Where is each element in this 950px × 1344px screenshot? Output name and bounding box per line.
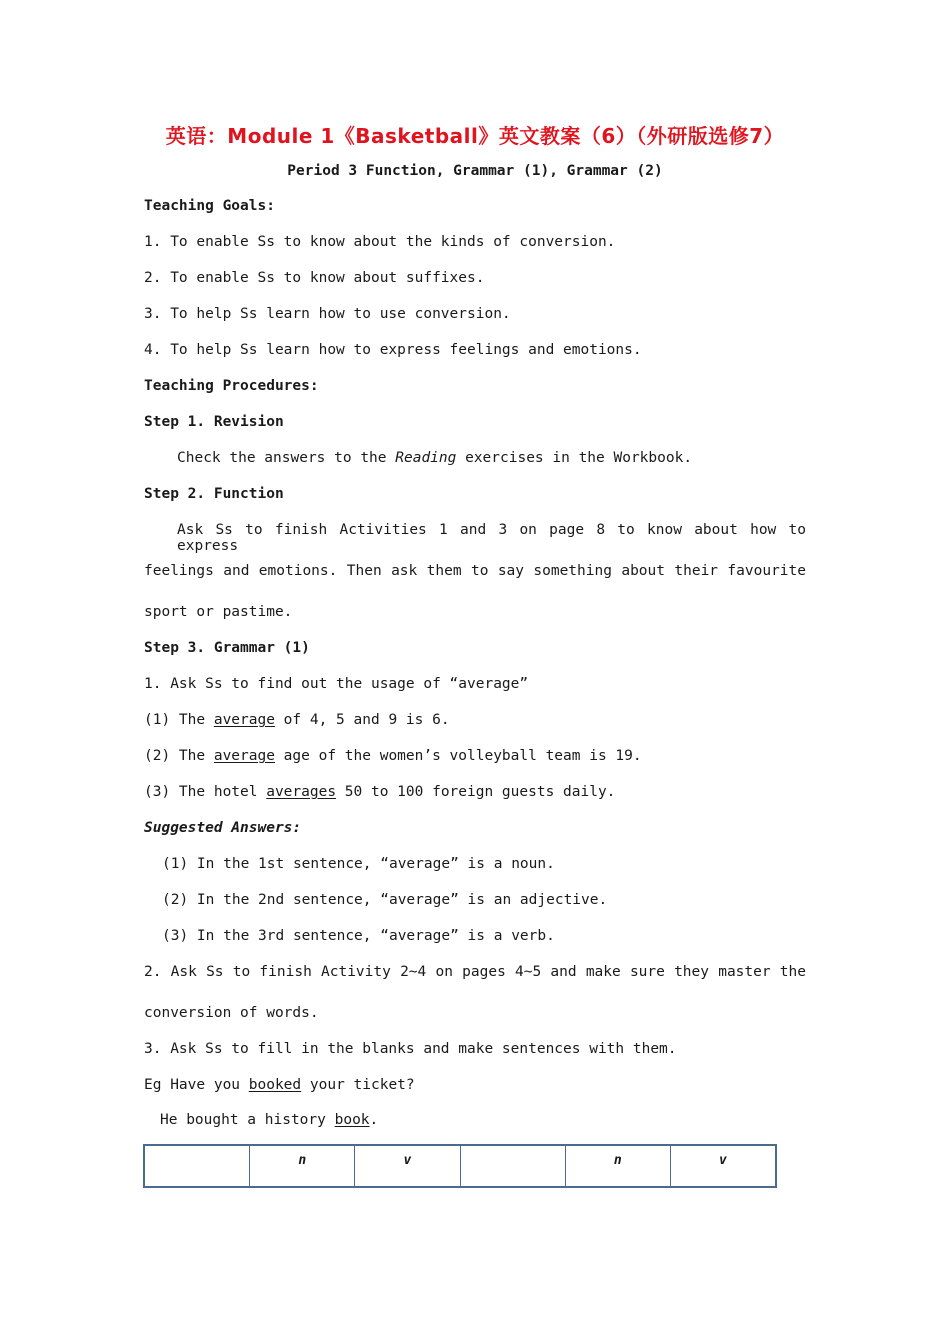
conversion-table: [143, 1144, 777, 1188]
table-header-cell: n: [250, 1146, 355, 1186]
example-sentence-1: [144, 712, 450, 728]
example-eg-2: [160, 1112, 378, 1128]
step1-heading: Step 1. Revision: [144, 414, 284, 430]
step3-item2-line1: 2. Ask Ss to finish Activity 2~4 on pages 4~5 and make sure they master the: [144, 964, 806, 980]
answer-item: (1) In the 1st sentence, “average” is a noun.: [162, 856, 555, 872]
example-underlined-word: averages: [266, 784, 337, 800]
procedures-heading: Teaching Procedures:: [144, 378, 319, 394]
example-sentence-2: [144, 748, 642, 764]
example-text: of 4, 5 and 9 is 6.: [274, 712, 450, 728]
example-text: 50 to 100 foreign guests daily.: [336, 784, 616, 800]
goal-item: 2. To enable Ss to know about suffixes.: [144, 270, 485, 286]
example-text: (1) The: [144, 712, 214, 728]
table-header-cell: v: [719, 1153, 727, 1168]
goal-item: 3. To help Ss learn how to use conversion.: [144, 306, 511, 322]
example-underlined-word: average: [213, 748, 275, 764]
table-header-cell: n: [566, 1146, 671, 1186]
suggested-answers-heading: Suggested Answers:: [144, 820, 302, 836]
answer-item: (3) In the 3rd sentence, “average” is a verb.: [162, 928, 555, 944]
example-underlined-word: average: [213, 712, 275, 728]
example-text: Eg Have you: [144, 1077, 249, 1093]
example-eg-1: [144, 1077, 415, 1093]
table-header-cell: [461, 1146, 566, 1186]
example-text: .: [369, 1112, 379, 1128]
example-underlined-word: book: [334, 1112, 370, 1128]
step2-text-line3: sport or pastime.: [144, 604, 293, 620]
step3-heading: Step 3. Grammar (1): [144, 640, 310, 656]
goals-heading: Teaching Goals:: [144, 198, 275, 214]
goal-item: 1. To enable Ss to know about the kinds of conversion.: [144, 234, 616, 250]
step3-item2-line2: conversion of words.: [144, 1005, 319, 1021]
step2-text-line1: Ask Ss to finish Activities 1 and 3 on page 8 to know about how to express: [177, 522, 806, 554]
example-underlined-word: booked: [248, 1077, 302, 1093]
step1-text: [177, 450, 692, 466]
answer-item: (2) In the 2nd sentence, “average” is an adjective.: [162, 892, 608, 908]
document-title: 英语：Module 1《Basketball》英文教案（6）（外研版选修7）: [165, 124, 785, 148]
table-header-cell: [145, 1146, 250, 1186]
step3-item1: 1. Ask Ss to find out the usage of “average”: [144, 676, 529, 692]
document-subtitle: Period 3 Function, Grammar (1), Grammar (2): [287, 163, 663, 179]
step3-item3: 3. Ask Ss to fill in the blanks and make sentences with them.: [144, 1041, 677, 1057]
example-text: He bought a history: [160, 1112, 335, 1128]
goal-item: 4. To help Ss learn how to express feelings and emotions.: [144, 342, 642, 358]
step1-text-italic: Reading: [395, 450, 457, 466]
example-text: (3) The hotel: [144, 784, 267, 800]
example-text: (2) The: [144, 748, 214, 764]
example-text: your ticket?: [301, 1077, 415, 1093]
example-sentence-3: [144, 784, 615, 800]
step2-heading: Step 2. Function: [144, 486, 284, 502]
step1-text-before: Check the answers to the: [177, 450, 396, 466]
step2-text-line2: feelings and emotions. Then ask them to say something about their favourite: [144, 563, 806, 579]
example-text: age of the women’s volleyball team is 19.: [274, 748, 642, 764]
step1-text-after: exercises in the Workbook.: [456, 450, 693, 466]
table-header-cell: v: [355, 1146, 460, 1186]
